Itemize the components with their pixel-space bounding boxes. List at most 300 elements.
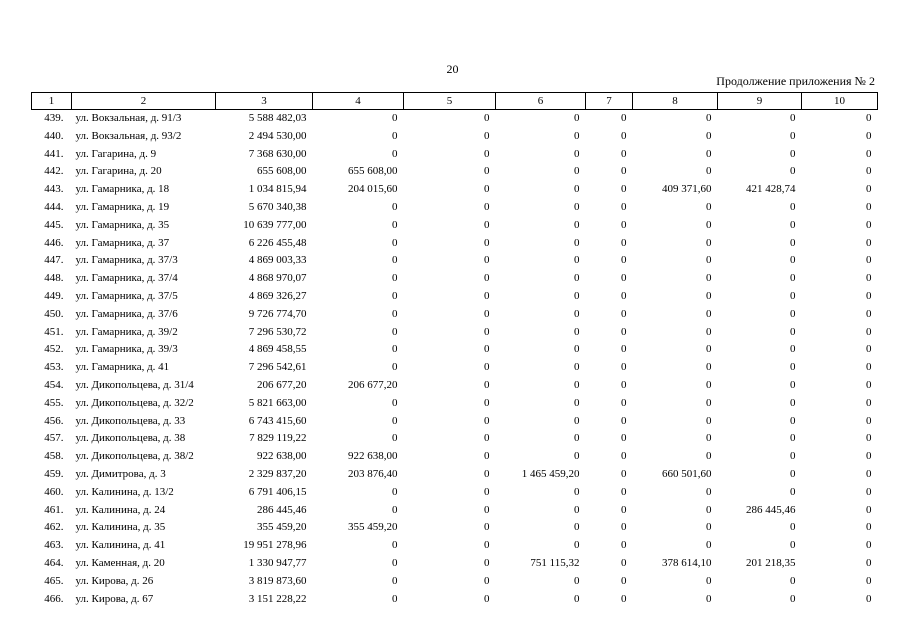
col-6-value: 0: [574, 325, 580, 338]
col-5-value: 0: [484, 574, 490, 587]
col-8-value: 0: [706, 361, 712, 374]
col-5-value: 0: [484, 485, 490, 498]
address: ул. Гамарника, д. 19: [75, 200, 170, 213]
col-7-value: 0: [621, 129, 627, 142]
col-3-value: 5 821 663,00: [248, 396, 307, 409]
col-7-value: 0: [621, 307, 627, 320]
row-number: 442.: [44, 165, 64, 178]
col-5-value: 0: [484, 200, 490, 213]
col-6-value: 0: [574, 574, 580, 587]
col-3-value: 4 869 326,27: [248, 289, 307, 302]
col-6-value: 0: [574, 236, 580, 249]
col-6-value: 0: [574, 272, 580, 285]
col-4-value: 0: [392, 396, 398, 409]
col-5-value: 0: [484, 254, 490, 267]
col-4-value: 0: [392, 574, 398, 587]
col-7-value: 0: [621, 236, 627, 249]
col-6-value: 0: [574, 361, 580, 374]
col-3-value: 922 638,00: [257, 450, 307, 463]
col-4-value: 0: [392, 556, 398, 569]
col-9-value: 0: [790, 272, 796, 285]
col-7-value: 0: [621, 503, 627, 516]
col-9-value: 0: [790, 165, 796, 178]
col-9-value: 0: [790, 129, 796, 142]
col-3-value: 4 868 970,07: [248, 272, 307, 285]
col-5-value: 0: [484, 521, 490, 534]
address: ул. Гамарника, д. 39/3: [75, 343, 178, 356]
col-5-value: 0: [484, 112, 490, 124]
col-8-value: 0: [706, 450, 712, 463]
table-row: [32, 181, 878, 199]
col-9-value: 0: [790, 378, 796, 391]
col-4-value: 0: [392, 112, 398, 124]
col-8-value: 0: [706, 503, 712, 516]
col-7-value: 0: [621, 539, 627, 552]
col-4-value: 0: [392, 432, 398, 445]
row-number: 466.: [44, 592, 64, 605]
table-row: [32, 270, 878, 288]
table-body: [32, 110, 878, 609]
col-4-value: 0: [392, 539, 398, 552]
col-4-value: 0: [392, 307, 398, 320]
column-header-7: 7: [586, 93, 633, 110]
col-3-value: 4 869 003,33: [248, 254, 307, 267]
col-10-value: 0: [866, 289, 872, 302]
column-header-8: 8: [633, 93, 718, 110]
address: ул. Калинина, д. 41: [75, 539, 166, 552]
col-3-value: 206 677,20: [257, 378, 307, 391]
col-5-value: 0: [484, 289, 490, 302]
col-8-value: 0: [706, 200, 712, 213]
col-8-value: 0: [706, 307, 712, 320]
col-6-value: 0: [574, 254, 580, 267]
col-10-value: 0: [866, 432, 872, 445]
col-7-value: 0: [621, 396, 627, 409]
col-6-value: 0: [574, 432, 580, 445]
col-3-value: 7 296 530,72: [248, 325, 307, 338]
col-4-value: 0: [392, 592, 398, 605]
col-10-value: 0: [866, 183, 872, 196]
col-6-value: 0: [574, 112, 580, 124]
address: ул. Гагарина, д. 9: [75, 147, 157, 160]
row-number: 465.: [44, 574, 64, 587]
col-8-value: 0: [706, 539, 712, 552]
col-10-value: 0: [866, 307, 872, 320]
col-6-value: 0: [574, 218, 580, 231]
address: ул. Дикопольцева, д. 38/2: [75, 450, 194, 463]
table-row: [32, 199, 878, 217]
col-9-value: 0: [790, 254, 796, 267]
col-10-value: 0: [866, 147, 872, 160]
column-header-9: 9: [718, 93, 802, 110]
col-8-value: 0: [706, 396, 712, 409]
col-8-value: 0: [706, 289, 712, 302]
address: ул. Дикопольцева, д. 33: [75, 414, 186, 427]
address: ул. Дикопольцева, д. 38: [75, 432, 186, 445]
col-8-value: 0: [706, 574, 712, 587]
address: ул. Димитрова, д. 3: [75, 467, 166, 480]
col-8-value: 0: [706, 147, 712, 160]
col-9-value: 0: [790, 396, 796, 409]
col-7-value: 0: [621, 414, 627, 427]
col-3-value: 1 330 947,77: [248, 556, 307, 569]
col-9-value: 0: [790, 343, 796, 356]
col-7-value: 0: [621, 183, 627, 196]
col-4-value: 0: [392, 414, 398, 427]
col-3-value: 10 639 777,00: [243, 218, 307, 231]
col-10-value: 0: [866, 574, 872, 587]
col-4-value: 204 015,60: [348, 183, 398, 196]
col-7-value: 0: [621, 521, 627, 534]
column-header-10: 10: [802, 93, 878, 110]
col-8-value: 409 371,60: [662, 183, 712, 196]
col-10-value: 0: [866, 485, 872, 498]
row-number: 462.: [44, 521, 64, 534]
column-header-3: 3: [216, 93, 313, 110]
col-6-value: 0: [574, 414, 580, 427]
row-number: 456.: [44, 414, 64, 427]
col-7-value: 0: [621, 432, 627, 445]
row-number: 452.: [44, 343, 64, 356]
col-5-value: 0: [484, 450, 490, 463]
col-3-value: 5 588 482,03: [248, 112, 307, 124]
table-row: [32, 377, 878, 395]
col-5-value: 0: [484, 467, 490, 480]
table-row: [32, 395, 878, 413]
address: ул. Кирова, д. 26: [75, 574, 154, 587]
col-4-value: 655 608,00: [348, 165, 398, 178]
col-6-value: 0: [574, 503, 580, 516]
col-8-value: 0: [706, 432, 712, 445]
col-3-value: 2 329 837,20: [248, 467, 307, 480]
col-4-value: 0: [392, 236, 398, 249]
col-4-value: 0: [392, 218, 398, 231]
col-5-value: 0: [484, 183, 490, 196]
col-8-value: 0: [706, 254, 712, 267]
address: ул. Дикопольцева, д. 31/4: [75, 378, 194, 391]
col-7-value: 0: [621, 361, 627, 374]
col-5-value: 0: [484, 539, 490, 552]
col-6-value: 0: [574, 200, 580, 213]
col-6-value: 0: [574, 183, 580, 196]
col-7-value: 0: [621, 200, 627, 213]
col-4-value: 203 876,40: [348, 467, 398, 480]
row-number: 450.: [44, 307, 64, 320]
table-row: [32, 217, 878, 235]
col-5-value: 0: [484, 218, 490, 231]
col-5-value: 0: [484, 432, 490, 445]
col-4-value: 0: [392, 503, 398, 516]
address: ул. Вокзальная, д. 93/2: [75, 129, 182, 142]
table-row: [32, 110, 878, 128]
col-5-value: 0: [484, 414, 490, 427]
col-4-value: 0: [392, 272, 398, 285]
table-row: [32, 146, 878, 164]
header-row: [32, 93, 878, 110]
col-9-value: 0: [790, 218, 796, 231]
address: ул. Гамарника, д. 37/5: [75, 289, 178, 302]
col-4-value: 0: [392, 343, 398, 356]
address: ул. Гагарина, д. 20: [75, 165, 162, 178]
col-10-value: 0: [866, 503, 872, 516]
row-number: 463.: [44, 539, 64, 552]
column-header-4: 4: [313, 93, 404, 110]
row-number: 449.: [44, 289, 64, 302]
col-8-value: 0: [706, 236, 712, 249]
col-5-value: 0: [484, 378, 490, 391]
table-row: [32, 519, 878, 537]
col-3-value: 655 608,00: [257, 165, 307, 178]
col-4-value: 0: [392, 289, 398, 302]
col-3-value: 6 226 455,48: [248, 236, 307, 249]
address: ул. Калинина, д. 13/2: [75, 485, 174, 498]
col-6-value: 0: [574, 592, 580, 605]
col-5-value: 0: [484, 592, 490, 605]
col-9-value: 0: [790, 200, 796, 213]
col-10-value: 0: [866, 218, 872, 231]
col-7-value: 0: [621, 289, 627, 302]
col-7-value: 0: [621, 325, 627, 338]
col-9-value: 0: [790, 521, 796, 534]
col-10-value: 0: [866, 539, 872, 552]
row-number: 440.: [44, 129, 64, 142]
col-5-value: 0: [484, 503, 490, 516]
address: ул. Гамарника, д. 41: [75, 361, 170, 374]
col-10-value: 0: [866, 396, 872, 409]
row-number: 439.: [44, 112, 64, 124]
col-8-value: 378 614,10: [662, 556, 712, 569]
table-row: [32, 341, 878, 359]
table-row: [32, 128, 878, 146]
address: ул. Гамарника, д. 35: [75, 218, 170, 231]
col-7-value: 0: [621, 218, 627, 231]
col-7-value: 0: [621, 112, 627, 124]
address: ул. Калинина, д. 35: [75, 521, 166, 534]
col-6-value: 0: [574, 450, 580, 463]
column-header-1: 1: [32, 93, 72, 110]
col-9-value: 201 218,35: [746, 556, 796, 569]
address: ул. Гамарника, д. 18: [75, 183, 170, 196]
col-10-value: 0: [866, 112, 872, 124]
col-6-value: 0: [574, 485, 580, 498]
col-10-value: 0: [866, 521, 872, 534]
col-5-value: 0: [484, 147, 490, 160]
col-8-value: 0: [706, 112, 712, 124]
address: ул. Гамарника, д. 39/2: [75, 325, 178, 338]
col-3-value: 4 869 458,55: [248, 343, 307, 356]
col-4-value: 0: [392, 147, 398, 160]
row-number: 455.: [44, 396, 64, 409]
col-6-value: 0: [574, 343, 580, 356]
col-6-value: 751 115,32: [530, 556, 580, 569]
table-row: [32, 573, 878, 591]
col-8-value: 0: [706, 414, 712, 427]
col-8-value: 0: [706, 165, 712, 178]
col-10-value: 0: [866, 361, 872, 374]
row-number: 441.: [44, 147, 64, 160]
col-5-value: 0: [484, 361, 490, 374]
col-9-value: 0: [790, 592, 796, 605]
table-row: [32, 413, 878, 431]
col-6-value: 0: [574, 378, 580, 391]
col-3-value: 3 819 873,60: [248, 574, 307, 587]
col-10-value: 0: [866, 343, 872, 356]
row-number: 444.: [44, 200, 64, 213]
col-8-value: 0: [706, 129, 712, 142]
col-9-value: 286 445,46: [746, 503, 796, 516]
col-8-value: 0: [706, 378, 712, 391]
col-5-value: 0: [484, 129, 490, 142]
address: ул. Гамарника, д. 37/4: [75, 272, 178, 285]
address: ул. Каменная, д. 20: [75, 556, 165, 569]
col-7-value: 0: [621, 378, 627, 391]
col-6-value: 0: [574, 129, 580, 142]
col-8-value: 0: [706, 485, 712, 498]
col-10-value: 0: [866, 414, 872, 427]
page-number: 20: [446, 62, 459, 76]
address: ул. Гамарника, д. 37: [75, 236, 170, 249]
appendix-table: [31, 92, 878, 608]
col-6-value: 0: [574, 289, 580, 302]
col-7-value: 0: [621, 467, 627, 480]
col-3-value: 5 670 340,38: [248, 200, 307, 213]
col-9-value: 0: [790, 485, 796, 498]
col-3-value: 19 951 278,96: [243, 539, 307, 552]
col-7-value: 0: [621, 343, 627, 356]
col-7-value: 0: [621, 592, 627, 605]
col-5-value: 0: [484, 165, 490, 178]
col-3-value: 6 791 406,15: [248, 485, 307, 498]
address: ул. Дикопольцева, д. 32/2: [75, 396, 194, 409]
column-header-2: 2: [72, 93, 216, 110]
col-5-value: 0: [484, 236, 490, 249]
row-number: 451.: [44, 325, 64, 338]
column-header-5: 5: [404, 93, 496, 110]
col-10-value: 0: [866, 467, 872, 480]
col-9-value: 0: [790, 361, 796, 374]
row-number: 445.: [44, 218, 64, 231]
col-5-value: 0: [484, 556, 490, 569]
col-3-value: 3 151 228,22: [248, 592, 307, 605]
col-9-value: 0: [790, 147, 796, 160]
row-number: 457.: [44, 432, 64, 445]
col-3-value: 1 034 815,94: [248, 183, 307, 196]
col-6-value: 0: [574, 521, 580, 534]
col-9-value: 0: [790, 432, 796, 445]
col-10-value: 0: [866, 272, 872, 285]
col-3-value: 9 726 774,70: [248, 307, 307, 320]
col-9-value: 0: [790, 414, 796, 427]
col-4-value: 0: [392, 129, 398, 142]
address: ул. Вокзальная, д. 91/3: [75, 112, 182, 124]
col-7-value: 0: [621, 254, 627, 267]
col-7-value: 0: [621, 272, 627, 285]
col-8-value: 0: [706, 521, 712, 534]
col-7-value: 0: [621, 165, 627, 178]
row-number: 458.: [44, 450, 64, 463]
col-8-value: 0: [706, 325, 712, 338]
table-row: [32, 235, 878, 253]
row-number: 453.: [44, 361, 64, 374]
col-7-value: 0: [621, 450, 627, 463]
table-row: [32, 359, 878, 377]
column-header-6: 6: [496, 93, 586, 110]
address: ул. Гамарника, д. 37/3: [75, 254, 178, 267]
row-number: 461.: [44, 503, 64, 516]
col-4-value: 0: [392, 485, 398, 498]
col-10-value: 0: [866, 200, 872, 213]
continuation-label: Продолжение приложения № 2: [716, 74, 875, 88]
col-9-value: 0: [790, 307, 796, 320]
table-row: [32, 466, 878, 484]
col-4-value: 355 459,20: [348, 521, 398, 534]
table-row: [32, 306, 878, 324]
col-7-value: 0: [621, 147, 627, 160]
col-10-value: 0: [866, 165, 872, 178]
col-5-value: 0: [484, 307, 490, 320]
col-7-value: 0: [621, 556, 627, 569]
col-6-value: 0: [574, 539, 580, 552]
row-number: 446.: [44, 236, 64, 249]
table-row: [32, 163, 878, 181]
table-row: [32, 502, 878, 520]
col-4-value: 0: [392, 200, 398, 213]
table-row: [32, 484, 878, 502]
col-4-value: 0: [392, 361, 398, 374]
col-5-value: 0: [484, 272, 490, 285]
col-6-value: 1 465 459,20: [521, 467, 580, 480]
col-5-value: 0: [484, 325, 490, 338]
address: ул. Калинина, д. 24: [75, 503, 166, 516]
row-number: 454.: [44, 378, 64, 391]
col-4-value: 206 677,20: [348, 378, 398, 391]
table-row: [32, 555, 878, 573]
col-10-value: 0: [866, 129, 872, 142]
col-9-value: 0: [790, 325, 796, 338]
col-5-value: 0: [484, 343, 490, 356]
col-8-value: 0: [706, 218, 712, 231]
table-row: [32, 430, 878, 448]
col-9-value: 0: [790, 236, 796, 249]
table-row: [32, 252, 878, 270]
col-7-value: 0: [621, 574, 627, 587]
col-10-value: 0: [866, 236, 872, 249]
row-number: 443.: [44, 183, 64, 196]
col-8-value: 0: [706, 343, 712, 356]
table-row: [32, 591, 878, 609]
col-6-value: 0: [574, 396, 580, 409]
col-4-value: 922 638,00: [348, 450, 398, 463]
row-number: 447.: [44, 254, 64, 267]
col-8-value: 0: [706, 272, 712, 285]
col-10-value: 0: [866, 450, 872, 463]
col-3-value: 7 296 542,61: [248, 361, 307, 374]
col-3-value: 286 445,46: [257, 503, 307, 516]
row-number: 448.: [44, 272, 64, 285]
col-3-value: 7 829 119,22: [249, 432, 307, 445]
col-10-value: 0: [866, 254, 872, 267]
table-row: [32, 448, 878, 466]
col-10-value: 0: [866, 378, 872, 391]
col-3-value: 7 368 630,00: [248, 147, 307, 160]
col-7-value: 0: [621, 485, 627, 498]
col-9-value: 0: [790, 539, 796, 552]
col-6-value: 0: [574, 307, 580, 320]
col-3-value: 6 743 415,60: [248, 414, 307, 427]
address: ул. Кирова, д. 67: [75, 592, 154, 605]
col-8-value: 660 501,60: [662, 467, 712, 480]
table-row: [32, 537, 878, 555]
